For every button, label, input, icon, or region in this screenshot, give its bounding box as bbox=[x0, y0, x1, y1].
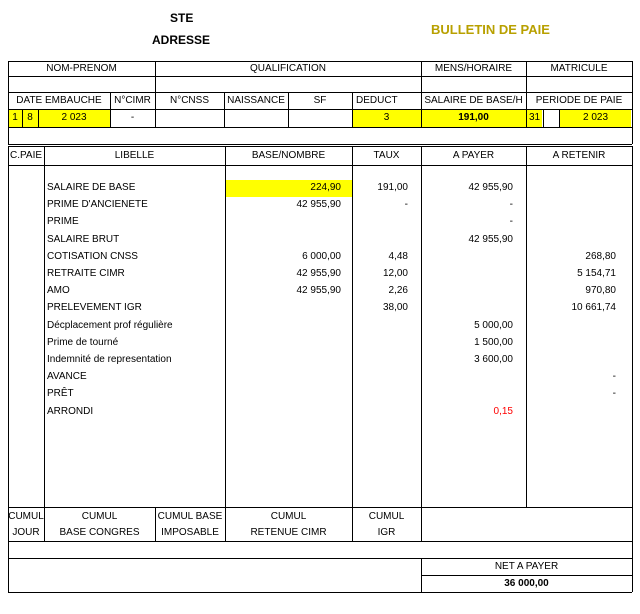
header-libelle: LIBELLE bbox=[114, 150, 155, 161]
header-matricule: MATRICULE bbox=[550, 63, 608, 74]
net-a-payer-value: 36 000,00 bbox=[504, 578, 549, 589]
row-payer: - bbox=[509, 199, 513, 210]
cumul-igr-label-1: CUMUL bbox=[368, 511, 405, 522]
row-payer: 1 500,00 bbox=[474, 337, 513, 348]
cumul-jour-label-2: JOUR bbox=[12, 527, 40, 538]
value-deduct: 3 bbox=[383, 112, 390, 123]
header-naissance: NAISSANCE bbox=[227, 95, 285, 106]
row-base: 42 955,90 bbox=[296, 268, 341, 279]
net-a-payer-label: NET A PAYER bbox=[494, 561, 559, 572]
company-name: STE bbox=[170, 11, 194, 25]
document-title: BULLETIN DE PAIE bbox=[431, 22, 550, 37]
row-taux: 12,00 bbox=[382, 268, 408, 279]
row-libelle: COTISATION CNSS bbox=[47, 251, 138, 262]
header-a-retenir: A RETENIR bbox=[552, 150, 606, 161]
row-libelle: AVANCE bbox=[47, 371, 87, 382]
value-embauche-day: 1 bbox=[12, 112, 18, 123]
row-base: 42 955,90 bbox=[296, 199, 341, 210]
row-payer: 3 600,00 bbox=[474, 354, 513, 365]
cumul-cimr-label-1: CUMUL bbox=[270, 511, 307, 522]
row-libelle: AMO bbox=[47, 285, 70, 296]
row-payer: 42 955,90 bbox=[468, 234, 513, 245]
row-libelle: Indemnité de representation bbox=[47, 354, 172, 365]
row-retenir: - bbox=[612, 371, 616, 382]
header-nom-prenom: NOM-PRENOM bbox=[46, 63, 117, 74]
header-sf: SF bbox=[313, 95, 327, 106]
header-cpaie: C.PAIE bbox=[9, 150, 43, 161]
cumul-jour-label-1: CUMUL bbox=[8, 511, 44, 522]
row-libelle: Décplacement prof régulière bbox=[47, 320, 173, 331]
header-ncnss: N°CNSS bbox=[169, 95, 209, 106]
row-retenir: 970,80 bbox=[585, 285, 616, 296]
row-libelle: PRELEVEMENT IGR bbox=[47, 302, 142, 313]
header-periode-paie: PERIODE DE PAIE bbox=[535, 95, 623, 106]
row-taux: 38,00 bbox=[382, 302, 408, 313]
row-payer: 42 955,90 bbox=[468, 182, 513, 193]
cumul-imposable-label-1: CUMUL BASE bbox=[157, 511, 223, 522]
header-deduct: DEDUCT bbox=[356, 95, 398, 106]
value-embauche-year: 2 023 bbox=[61, 112, 87, 123]
header-date-embauche: DATE EMBAUCHE bbox=[16, 95, 102, 106]
row-libelle: PRIME bbox=[47, 216, 79, 227]
row-libelle: ARRONDI bbox=[47, 406, 94, 417]
row-libelle: RETRAITE CIMR bbox=[47, 268, 125, 279]
cumul-igr-label-2: IGR bbox=[377, 527, 396, 538]
cumul-congres-label-2: BASE CONGRES bbox=[59, 527, 140, 538]
value-embauche-month: 8 bbox=[27, 112, 33, 123]
row-taux: 191,00 bbox=[377, 182, 408, 193]
row-payer: 5 000,00 bbox=[474, 320, 513, 331]
row-base: 6 000,00 bbox=[302, 251, 341, 262]
value-periode-year: 2 023 bbox=[582, 112, 609, 123]
row-taux: 4,48 bbox=[388, 251, 408, 262]
header-salaire-base-h: SALAIRE DE BASE/H bbox=[424, 95, 523, 106]
value-salaire-base-h: 191,00 bbox=[458, 112, 489, 123]
header-base: BASE/NOMBRE bbox=[251, 150, 326, 161]
header-qualification: QUALIFICATION bbox=[250, 63, 326, 74]
header-a-payer: A PAYER bbox=[452, 150, 495, 161]
row-taux: 2,26 bbox=[388, 285, 408, 296]
cumul-cimr-label-2: RETENUE CIMR bbox=[250, 527, 327, 538]
row-retenir: 5 154,71 bbox=[577, 268, 616, 279]
row-base: 42 955,90 bbox=[296, 285, 341, 296]
row-libelle: Prime de tourné bbox=[47, 337, 119, 348]
row-retenir: - bbox=[612, 388, 616, 399]
row-libelle: PRIME D'ANCIENETE bbox=[47, 199, 148, 210]
row-retenir: 268,80 bbox=[585, 251, 616, 262]
company-address: ADRESSE bbox=[152, 33, 211, 47]
value-periode-day: 31 bbox=[528, 112, 541, 123]
row-payer: 0,15 bbox=[493, 406, 513, 417]
row-base: 224,90 bbox=[310, 182, 341, 193]
row-libelle: SALAIRE DE BASE bbox=[47, 182, 136, 193]
row-libelle: SALAIRE BRUT bbox=[47, 234, 120, 245]
row-payer: - bbox=[509, 216, 513, 227]
cumul-imposable-label-2: IMPOSABLE bbox=[161, 527, 219, 538]
cumul-congres-label-1: CUMUL bbox=[81, 511, 118, 522]
header-ncimr: N°CIMR bbox=[114, 95, 151, 106]
header-mens-horaire: MENS/HORAIRE bbox=[434, 63, 513, 74]
row-libelle: PRÊT bbox=[47, 388, 74, 399]
header-taux: TAUX bbox=[373, 150, 400, 161]
row-retenir: 10 661,74 bbox=[571, 302, 616, 313]
row-taux: - bbox=[404, 199, 408, 210]
value-ncimr: - bbox=[130, 112, 135, 123]
